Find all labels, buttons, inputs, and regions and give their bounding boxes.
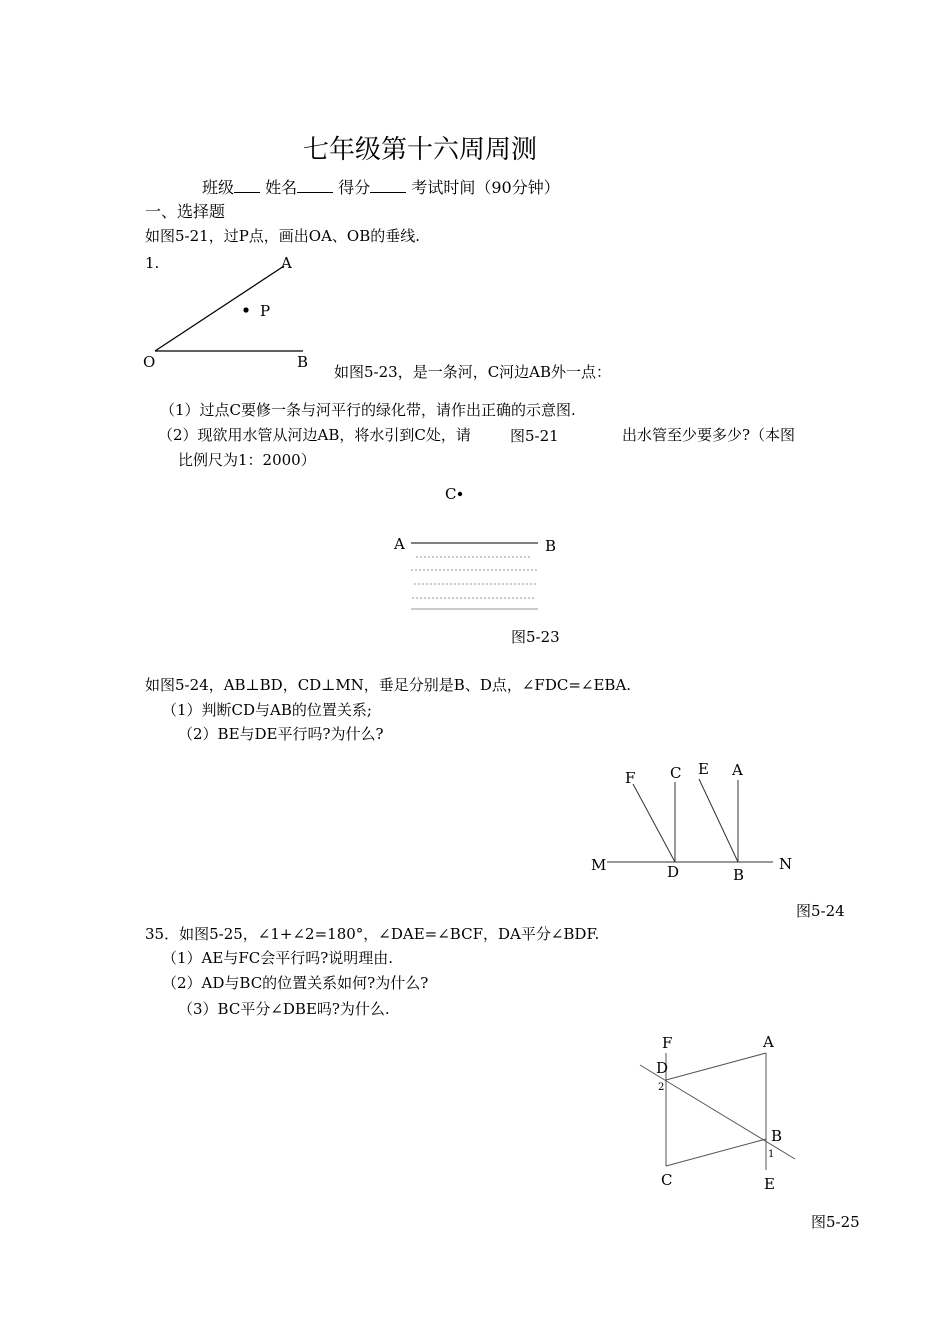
- label-a: A: [732, 761, 743, 779]
- score-label: 得分: [338, 178, 371, 197]
- question-2-part-2-left: （2）现欲用水管从河边AB，将水引到C处，请: [158, 426, 471, 444]
- label-angle-1: 1: [768, 1149, 775, 1160]
- page-title: 七年级第十六周周测: [303, 135, 538, 165]
- section-heading: 一、选择题: [145, 202, 226, 221]
- label-b: B: [771, 1127, 783, 1145]
- figure-5-24-caption: 图5-24: [796, 902, 845, 920]
- label-e: E: [698, 760, 709, 778]
- question-2-part-2-right: 出水管至少要多少?（本图: [622, 426, 796, 444]
- label-b: B: [733, 866, 745, 884]
- question-1-intro: 如图5-21，过P点，画出OA、OB的垂线.: [145, 227, 421, 245]
- question-35-part-3: （3）BC平分∠DBE吗?为什么.: [178, 1000, 390, 1018]
- figure-5-23-caption: 图5-23: [511, 628, 560, 646]
- label-e: E: [764, 1175, 775, 1193]
- question-35-part-2: （2）AD与BC的位置关系如何?为什么?: [162, 974, 429, 992]
- question-1-number: 1.: [145, 254, 160, 272]
- question-2-part-2-continued: 比例尺为1：2000）: [178, 451, 316, 469]
- label-a: A: [763, 1033, 774, 1051]
- label-p: P: [260, 302, 271, 320]
- name-label: 姓名: [265, 178, 298, 197]
- question-3-part-1: （1）判断CD与AB的位置关系;: [162, 701, 372, 719]
- point-c: [458, 492, 462, 496]
- label-c: C: [661, 1171, 673, 1189]
- question-2-intro: 如图5-23，是一条河，C河边AB外一点：: [334, 363, 612, 381]
- segment-eb: [699, 779, 738, 862]
- exam-time-label: 考试时间（90分钟）: [411, 178, 560, 197]
- overlapping-caption-box: [488, 424, 622, 446]
- label-a: A: [281, 254, 292, 272]
- figure-5-23: [393, 485, 556, 609]
- figure-5-21-caption: 图5-21: [510, 427, 559, 445]
- label-m: M: [591, 856, 607, 874]
- question-2-part-1: （1）过点C要修一条与河平行的绿化带，请作出正确的示意图.: [160, 401, 576, 419]
- segment-fd: [633, 784, 675, 862]
- question-3-intro: 如图5-24，AB⊥BD，CD⊥MN，垂足分别是B、D点，∠FDC=∠EBA.: [145, 676, 632, 694]
- figure-5-25-caption: 图5-25: [811, 1213, 860, 1231]
- question-3-part-2: （2）BE与DE平行吗?为什么?: [178, 725, 384, 743]
- figure-5-24: [591, 760, 792, 884]
- question-35-part-1: （1）AE与FC会平行吗?说明理由.: [162, 949, 394, 967]
- label-b: B: [545, 537, 557, 555]
- label-d: D: [667, 863, 680, 881]
- label-n: N: [779, 855, 793, 873]
- figure-5-25: [640, 1033, 795, 1193]
- label-o: O: [143, 353, 156, 371]
- label-angle-2: 2: [658, 1082, 665, 1093]
- label-f: F: [662, 1034, 673, 1052]
- label-a: A: [394, 535, 405, 553]
- question-35-intro: 35．如图5-25，∠1+∠2=180°，∠DAE=∠BCF，DA平分∠BDF.: [145, 925, 600, 943]
- segment-da: [666, 1053, 766, 1080]
- point-p: [243, 307, 248, 312]
- figure-5-21: [143, 254, 308, 371]
- label-d: D: [656, 1059, 669, 1077]
- label-f: F: [625, 769, 636, 787]
- class-label: 班级: [202, 178, 235, 197]
- label-c: C: [445, 485, 457, 503]
- segment-cb: [666, 1139, 766, 1166]
- label-c: C: [670, 764, 682, 782]
- label-b: B: [297, 353, 309, 371]
